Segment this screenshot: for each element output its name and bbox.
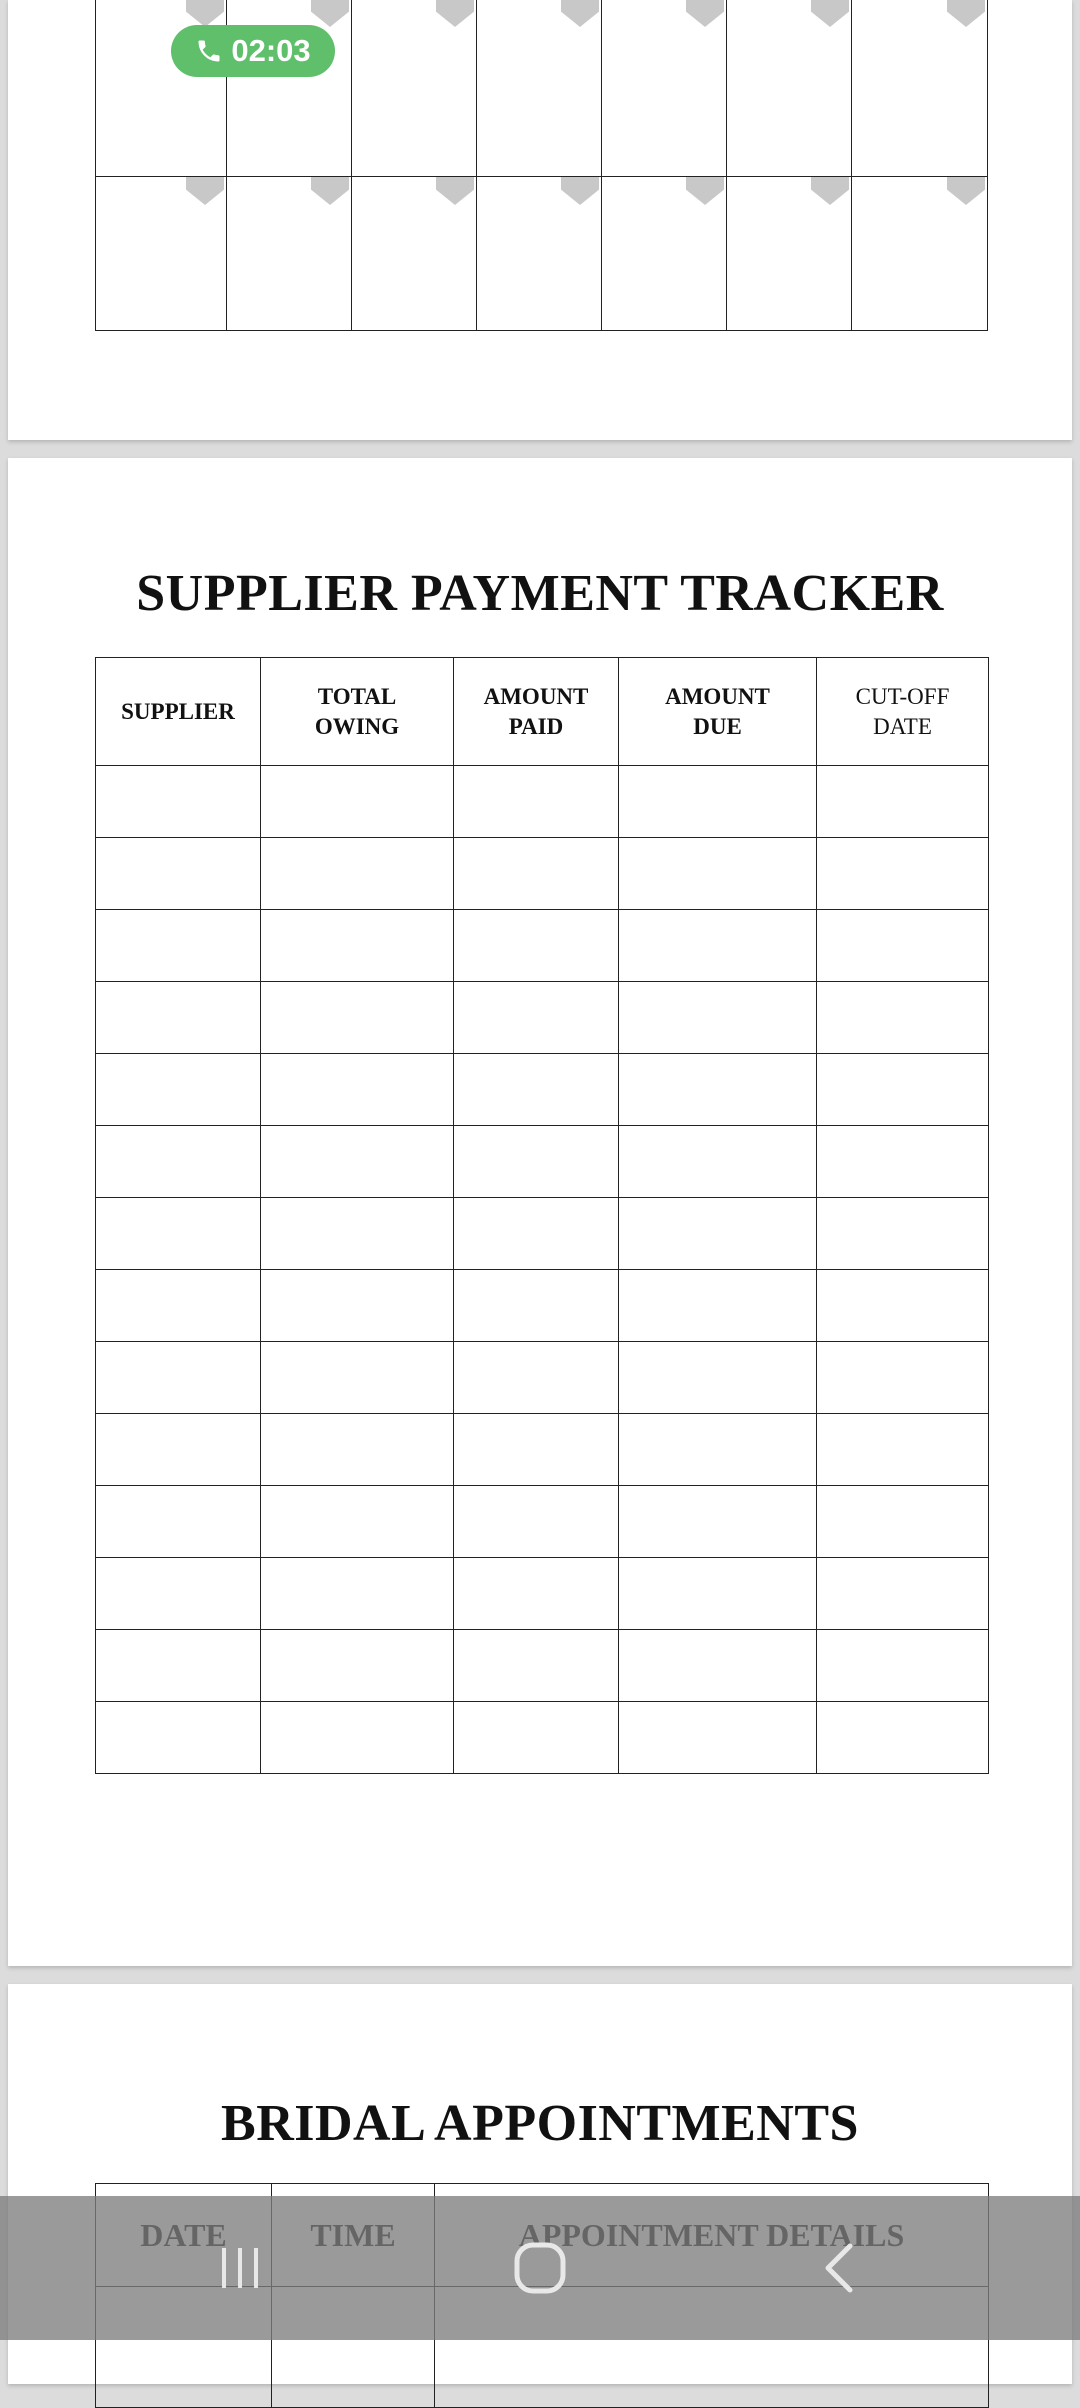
phone-icon bbox=[195, 37, 223, 65]
calendar-day-cell[interactable] bbox=[96, 177, 227, 331]
heart-tab-icon bbox=[561, 177, 599, 205]
table-cell[interactable] bbox=[96, 1198, 261, 1270]
table-cell[interactable] bbox=[96, 1702, 261, 1774]
table-cell[interactable] bbox=[454, 1486, 619, 1558]
calendar-day-cell[interactable] bbox=[727, 177, 852, 331]
table-cell[interactable] bbox=[454, 766, 619, 838]
table-cell[interactable] bbox=[619, 838, 817, 910]
table-cell[interactable] bbox=[619, 1126, 817, 1198]
table-cell[interactable] bbox=[96, 1270, 261, 1342]
table-cell[interactable] bbox=[261, 1270, 454, 1342]
table-cell[interactable] bbox=[619, 1198, 817, 1270]
calendar-week-row bbox=[96, 177, 988, 331]
table-cell[interactable] bbox=[619, 1270, 817, 1342]
calendar-day-cell[interactable] bbox=[602, 0, 727, 177]
table-cell[interactable] bbox=[261, 1702, 454, 1774]
table-cell[interactable] bbox=[817, 1126, 989, 1198]
table-cell[interactable] bbox=[619, 1702, 817, 1774]
heart-tab-icon bbox=[186, 0, 224, 27]
table-cell[interactable] bbox=[261, 1630, 454, 1702]
column-header-cutoff-date: CUT-OFF DATE bbox=[817, 658, 989, 766]
column-header-amount-due: AMOUNT DUE bbox=[619, 658, 817, 766]
table-cell[interactable] bbox=[96, 838, 261, 910]
recents-icon bbox=[210, 2238, 270, 2298]
heart-tab-icon bbox=[947, 177, 985, 205]
table-cell[interactable] bbox=[261, 1126, 454, 1198]
table-cell[interactable] bbox=[261, 910, 454, 982]
calendar-day-cell[interactable] bbox=[477, 177, 602, 331]
back-button[interactable] bbox=[760, 2196, 920, 2340]
table-cell[interactable] bbox=[96, 982, 261, 1054]
table-cell[interactable] bbox=[619, 982, 817, 1054]
table-row bbox=[96, 1126, 989, 1198]
table-row bbox=[96, 982, 989, 1054]
table-cell[interactable] bbox=[261, 766, 454, 838]
table-cell[interactable] bbox=[619, 1342, 817, 1414]
table-cell[interactable] bbox=[454, 982, 619, 1054]
calendar-day-cell[interactable] bbox=[602, 177, 727, 331]
column-header-amount-paid: AMOUNT PAID bbox=[454, 658, 619, 766]
table-cell[interactable] bbox=[619, 1630, 817, 1702]
table-cell[interactable] bbox=[261, 1558, 454, 1630]
table-cell[interactable] bbox=[454, 1126, 619, 1198]
table-cell[interactable] bbox=[817, 982, 989, 1054]
supplier-payment-table bbox=[95, 657, 989, 1774]
table-cell[interactable] bbox=[454, 1198, 619, 1270]
calendar-day-cell[interactable] bbox=[352, 177, 477, 331]
table-row bbox=[96, 1702, 989, 1774]
back-icon bbox=[810, 2238, 870, 2298]
table-cell[interactable] bbox=[261, 1414, 454, 1486]
heart-tab-icon bbox=[811, 177, 849, 205]
table-cell[interactable] bbox=[817, 910, 989, 982]
table-header-row bbox=[96, 658, 989, 766]
table-cell[interactable] bbox=[619, 766, 817, 838]
table-cell[interactable] bbox=[817, 1702, 989, 1774]
calendar-day-cell[interactable] bbox=[477, 0, 602, 177]
navigation-bar bbox=[0, 2196, 1080, 2340]
heart-tab-icon bbox=[811, 0, 849, 27]
table-cell[interactable] bbox=[454, 1558, 619, 1630]
table-cell[interactable] bbox=[96, 1342, 261, 1414]
supplier-tracker-page bbox=[8, 458, 1072, 1966]
heart-tab-icon bbox=[686, 0, 724, 27]
heart-tab-icon bbox=[311, 0, 349, 27]
table-row bbox=[96, 766, 989, 838]
table-cell[interactable] bbox=[261, 982, 454, 1054]
home-button[interactable] bbox=[460, 2196, 620, 2340]
table-row bbox=[96, 1486, 989, 1558]
table-cell[interactable] bbox=[619, 1558, 817, 1630]
heart-tab-icon bbox=[436, 0, 474, 27]
table-cell[interactable] bbox=[261, 1054, 454, 1126]
table-row bbox=[96, 1270, 989, 1342]
calendar-day-cell[interactable] bbox=[852, 0, 988, 177]
heart-tab-icon bbox=[436, 177, 474, 205]
calendar-day-cell[interactable] bbox=[352, 0, 477, 177]
table-cell[interactable] bbox=[261, 838, 454, 910]
recents-button[interactable] bbox=[160, 2196, 320, 2340]
table-row bbox=[96, 838, 989, 910]
table-cell[interactable] bbox=[454, 1342, 619, 1414]
table-row bbox=[96, 1054, 989, 1126]
table-cell[interactable] bbox=[454, 1270, 619, 1342]
table-cell[interactable] bbox=[619, 1054, 817, 1126]
table-cell[interactable] bbox=[96, 1630, 261, 1702]
table-cell[interactable] bbox=[817, 1486, 989, 1558]
table-row bbox=[96, 1198, 989, 1270]
table-cell[interactable] bbox=[454, 838, 619, 910]
table-cell[interactable] bbox=[96, 910, 261, 982]
table-row bbox=[96, 1414, 989, 1486]
table-cell[interactable] bbox=[817, 766, 989, 838]
table-row bbox=[96, 1630, 989, 1702]
column-header-supplier: SUPPLIER bbox=[96, 658, 261, 766]
table-cell[interactable] bbox=[817, 1054, 989, 1126]
call-timer: 02:03 bbox=[231, 33, 311, 68]
calendar-day-cell[interactable] bbox=[227, 177, 352, 331]
table-cell[interactable] bbox=[261, 1342, 454, 1414]
table-row bbox=[96, 1342, 989, 1414]
table-cell[interactable] bbox=[817, 1558, 989, 1630]
table-cell[interactable] bbox=[817, 1198, 989, 1270]
table-cell[interactable] bbox=[96, 1414, 261, 1486]
table-cell[interactable] bbox=[817, 1630, 989, 1702]
heart-tab-icon bbox=[561, 0, 599, 27]
table-cell[interactable] bbox=[817, 838, 989, 910]
table-cell[interactable] bbox=[96, 1558, 261, 1630]
page-title: BRIDAL APPOINTMENTS bbox=[221, 2095, 859, 2152]
table-cell[interactable] bbox=[261, 1486, 454, 1558]
heart-tab-icon bbox=[311, 177, 349, 205]
table-row bbox=[96, 910, 989, 982]
heart-tab-icon bbox=[686, 177, 724, 205]
heart-tab-icon bbox=[947, 0, 985, 27]
calendar-day-cell[interactable] bbox=[727, 0, 852, 177]
table-cell[interactable] bbox=[454, 1414, 619, 1486]
column-header-total-owing: TOTAL OWING bbox=[261, 658, 454, 766]
ongoing-call-chip[interactable] bbox=[171, 25, 335, 77]
table-cell[interactable] bbox=[817, 1270, 989, 1342]
table-cell[interactable] bbox=[454, 1630, 619, 1702]
table-cell[interactable] bbox=[96, 1054, 261, 1126]
table-row bbox=[96, 1558, 989, 1630]
table-cell[interactable] bbox=[454, 1054, 619, 1126]
table-cell[interactable] bbox=[619, 1486, 817, 1558]
calendar-day-cell[interactable] bbox=[852, 177, 988, 331]
table-cell[interactable] bbox=[817, 1414, 989, 1486]
home-icon bbox=[510, 2238, 570, 2298]
table-cell[interactable] bbox=[454, 910, 619, 982]
table-cell[interactable] bbox=[261, 1198, 454, 1270]
table-cell[interactable] bbox=[619, 910, 817, 982]
table-cell[interactable] bbox=[96, 1486, 261, 1558]
table-cell[interactable] bbox=[817, 1342, 989, 1414]
heart-tab-icon bbox=[186, 177, 224, 205]
table-cell[interactable] bbox=[454, 1702, 619, 1774]
page-title: SUPPLIER PAYMENT TRACKER bbox=[136, 565, 944, 622]
table-cell[interactable] bbox=[96, 1126, 261, 1198]
table-cell[interactable] bbox=[619, 1414, 817, 1486]
table-cell[interactable] bbox=[96, 766, 261, 838]
calendar-page bbox=[8, 0, 1072, 440]
